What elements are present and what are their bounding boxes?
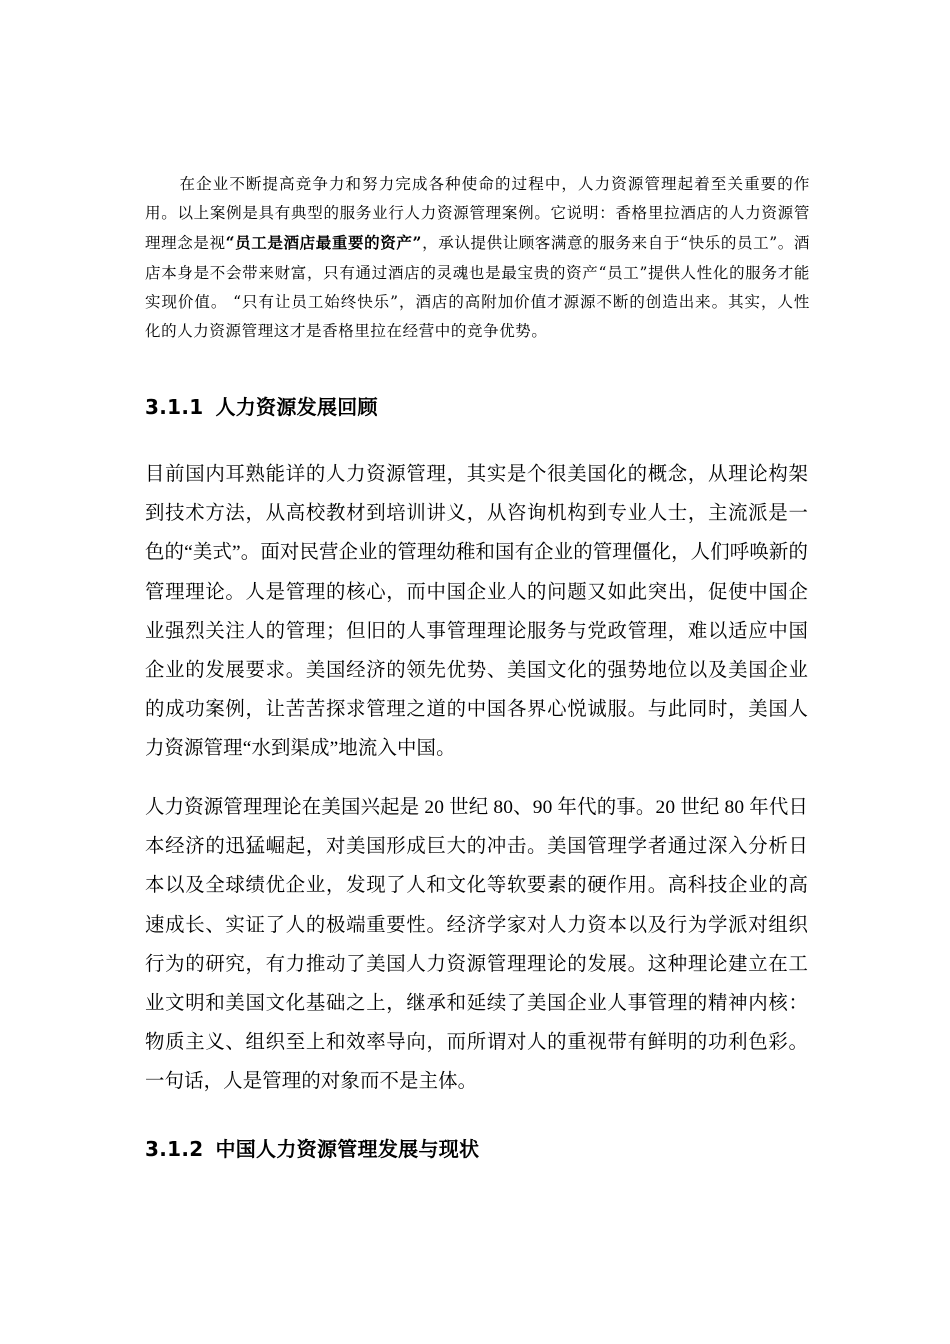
section-heading-3-1-1 <box>145 393 378 421</box>
section-number: 3.1.2 <box>145 1137 204 1161</box>
section-title: 人力资源发展回顾 <box>215 395 378 419</box>
body-paragraph-1: 目前国内耳熟能详的人力资源管理，其实是个很美国化的概念，从理论构架到技术方法，从高校教材到培训讲义，从咨询机构到专业人士，主流派是一色的“美式”。面对民营企业的管理幼稚和国有企业的管理僵化，人们呼唤新的管理理论。人是管理的核心，而中国企业人的问题又如此突出，促使中国企业强烈关注人的管理；但旧的人事管理理论服务与党政管理，难以适应中国企业的发展要求。美国经济的领先优势、美国文化的强势地位以及美国企业的成功案例，让苦苦探求管理之道的中国各界心悦诚服。与此同时，美国人力资源管理“水到渠成”地流入中国。 <box>145 464 808 760</box>
intro-emphasis: “员工是酒店最重要的资产” <box>225 233 423 253</box>
body-paragraph-2: 人力资源管理理论在美国兴起是 20 世纪 80、90 年代的事。20 世纪 80 年代日本经济的迅猛崛起，对美国形成巨大的冲击。美国管理学者通过深入分析日本以及全球绩优企业，发现了人和文化等软要素的硬作用。高科技企业的高速成长、实证了人的极端重要性。经济学家对人力资本以及行为学派对组织行为的研究，有力推动了美国人力资源管理理论的发展。这种理论建立在工业文明和美国文化基础之上，继承和延续了美国企业人事管理的精神内核：物质主义、组织至上和效率导向，而所谓对人的重视带有鲜明的功利色彩。一句话，人是管理的对象而不是主体。 <box>145 797 808 1093</box>
section-number: 3.1.1 <box>145 395 204 419</box>
section-title: 中国人力资源管理发展与现状 <box>215 1137 480 1161</box>
intro-text-part1: 在企业不断提高竞争力和努力完成各种使命的过程中，人力资源管理起着至关重要的作用。以上案例是具有典型的服务业行人力资源管理案例。它说明：香格里拉酒店的人力资源管理理念是视 <box>145 175 810 253</box>
intro-text-part2: ，承认提供让顾客满意的服务来自于“快乐的员工”。酒店本身是不会带来财富，只有通过酒店的灵魂也是最宝贵的资产“员工”提供人性化的服务才能实现价值。 “只有让员工始终快乐”，酒店的高附加价值才源源不断的创造出来。其实，人性化的人力资源管理这才是香格里拉在经营中的竞争优势。 <box>145 234 810 341</box>
section-heading-3-1-2 <box>145 1135 479 1163</box>
intro-paragraph <box>145 170 810 346</box>
